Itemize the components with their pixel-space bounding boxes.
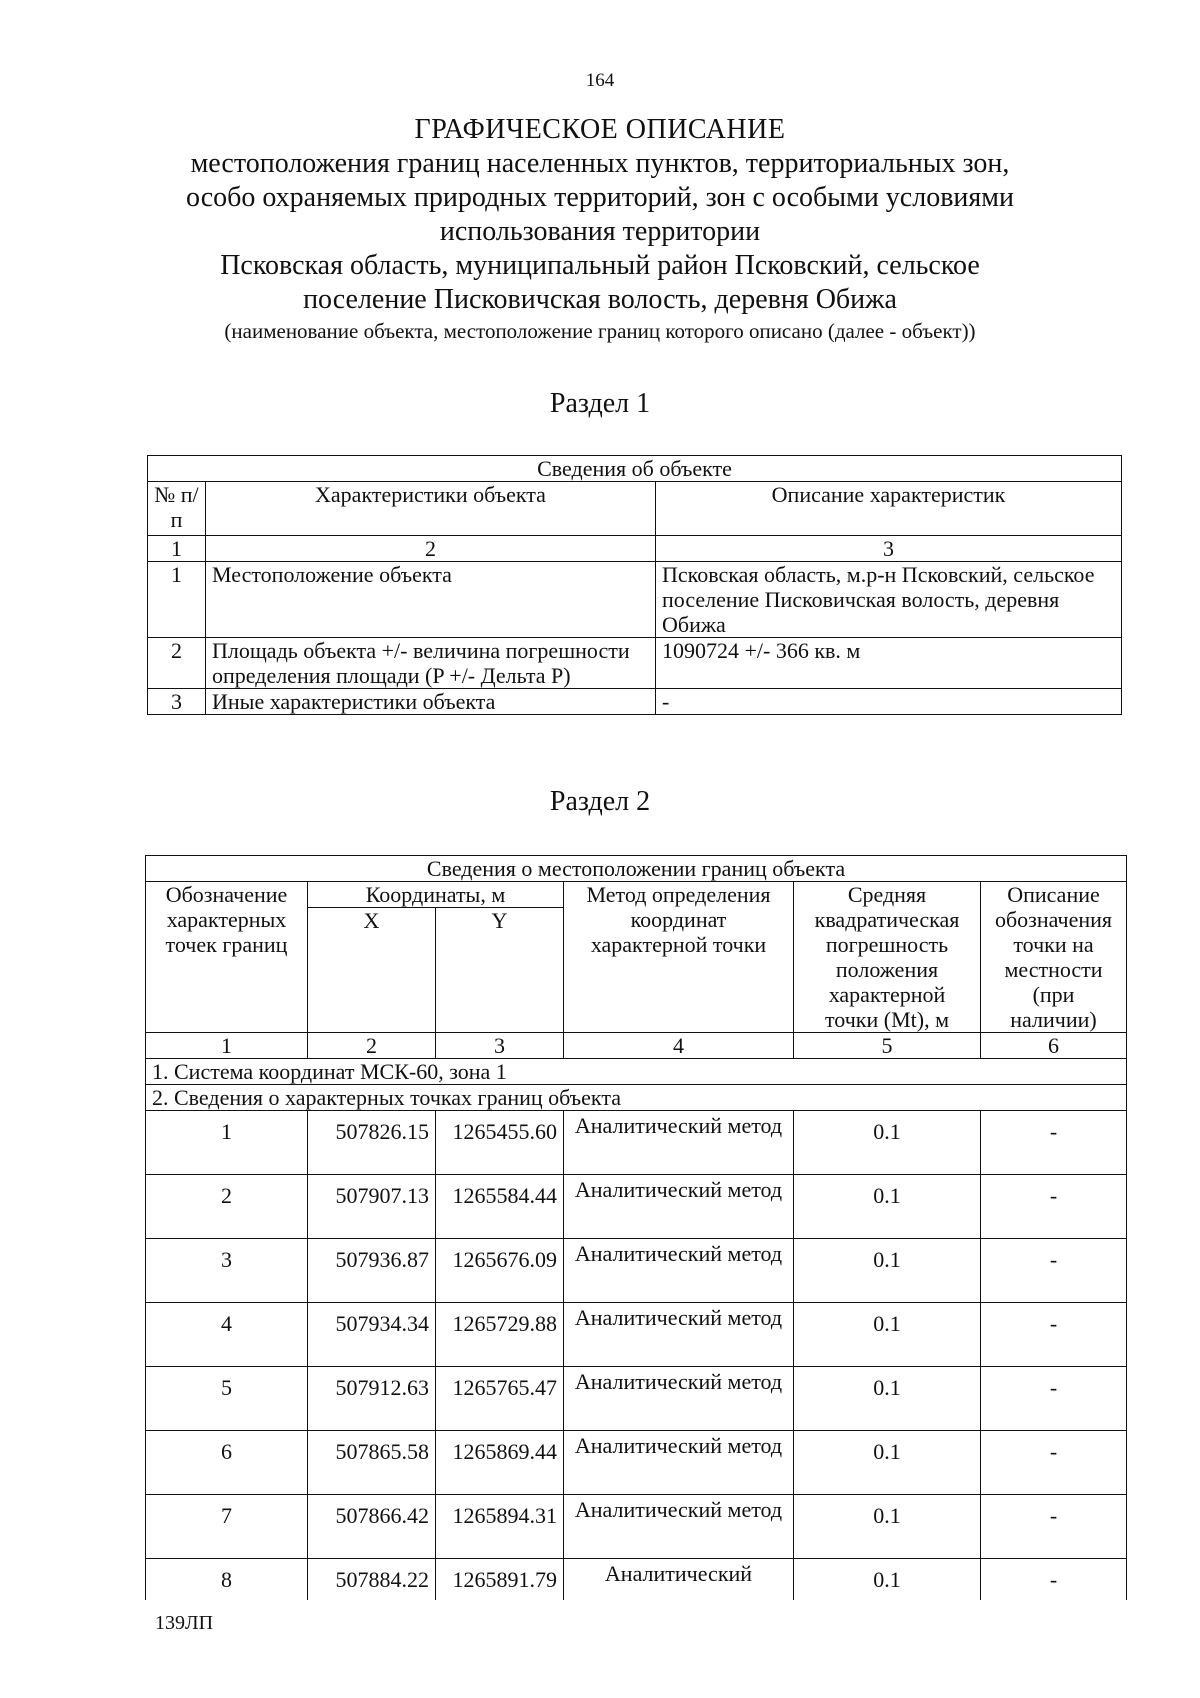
column-header-y: Y: [436, 908, 564, 1033]
point-error: 0.1: [794, 1175, 981, 1239]
point-number: 2: [146, 1175, 308, 1239]
point-y: 1265455.60: [436, 1111, 564, 1175]
row-characteristic: Площадь объекта +/- величина погрешности определения площади (P +/- Дельта P): [206, 638, 656, 689]
table-row: [146, 1111, 1127, 1175]
point-y: 1265894.31: [436, 1495, 564, 1559]
object-caption: (наименование объекта, местоположение границ которого описано (далее - объект)): [224, 319, 976, 343]
object-line: Псковская область, муниципальный район Псковский, сельское: [220, 250, 980, 281]
row-description: Псковская область, м.р-н Псковский, сельское поселение Писковичская волость, деревня Обижа: [656, 562, 1122, 638]
point-y: 1265765.47: [436, 1367, 564, 1431]
point-description: -: [981, 1239, 1127, 1303]
point-description: -: [981, 1175, 1127, 1239]
column-number: 3: [656, 536, 1122, 562]
table-row: [148, 638, 1122, 689]
table-row: [146, 1431, 1127, 1495]
column-number: 6: [981, 1033, 1127, 1059]
point-x: 507826.15: [308, 1111, 436, 1175]
point-description: -: [981, 1431, 1127, 1495]
subtitle-line: местоположения границ населенных пунктов, территориальных зон,: [190, 148, 1010, 179]
point-error: 0.1: [794, 1303, 981, 1367]
point-error: 0.1: [794, 1111, 981, 1175]
column-header: Характеристики объекта: [206, 482, 656, 536]
point-method: Аналитический: [564, 1559, 794, 1601]
document-header: [150, 113, 1050, 345]
column-header: Описание характеристик: [656, 482, 1122, 536]
section1-heading: Раздел 1: [549, 388, 651, 419]
column-number: 1: [146, 1033, 308, 1059]
point-description: -: [981, 1495, 1127, 1559]
point-y: 1265869.44: [436, 1431, 564, 1495]
point-number: 1: [146, 1111, 308, 1175]
column-header-point: Обозначение характерных точек границ: [146, 882, 308, 1033]
point-description: -: [981, 1367, 1127, 1431]
point-x: 507934.34: [308, 1303, 436, 1367]
boundary-points-table: [145, 855, 1127, 1600]
point-x: 507866.42: [308, 1495, 436, 1559]
table-row: [148, 689, 1122, 715]
column-number: 3: [436, 1033, 564, 1059]
point-method: Аналитический метод: [564, 1367, 794, 1431]
row-characteristic: Местоположение объекта: [206, 562, 656, 638]
point-number: 7: [146, 1495, 308, 1559]
document-code: 139ЛП: [155, 1612, 214, 1634]
column-header: № п/п: [148, 482, 206, 536]
point-error: 0.1: [794, 1559, 981, 1601]
point-number: 8: [146, 1559, 308, 1601]
column-number: 5: [794, 1033, 981, 1059]
point-method: Аналитический метод: [564, 1303, 794, 1367]
point-y: 1265729.88: [436, 1303, 564, 1367]
page-number: 164: [585, 70, 615, 91]
row-characteristic: Иные характеристики объекта: [206, 689, 656, 715]
point-error: 0.1: [794, 1367, 981, 1431]
column-header-x: X: [308, 908, 436, 1033]
points-title-row: 2. Сведения о характерных точках границ объекта: [146, 1085, 1127, 1111]
point-method: Аналитический метод: [564, 1431, 794, 1495]
row-number: 1: [148, 562, 206, 638]
point-y: 1265676.09: [436, 1239, 564, 1303]
row-description: 1090724 +/- 366 кв. м: [656, 638, 1122, 689]
column-number: 2: [308, 1033, 436, 1059]
point-number: 6: [146, 1431, 308, 1495]
row-number: 2: [148, 638, 206, 689]
document-title: ГРАФИЧЕСКОЕ ОПИСАНИЕ: [414, 114, 786, 145]
table-row: [146, 1495, 1127, 1559]
table-title: Сведения о местоположении границ объекта: [146, 856, 1127, 882]
point-x: 507912.63: [308, 1367, 436, 1431]
column-number: 1: [148, 536, 206, 562]
point-description: -: [981, 1303, 1127, 1367]
row-number: 3: [148, 689, 206, 715]
column-header-coords: Координаты, м: [308, 882, 564, 908]
table-row: [146, 1559, 1127, 1601]
subtitle-line: особо охраняемых природных территорий, зон с особыми условиями: [186, 182, 1014, 213]
point-number: 3: [146, 1239, 308, 1303]
point-x: 507907.13: [308, 1175, 436, 1239]
point-number: 5: [146, 1367, 308, 1431]
coord-system-row: 1. Система координат МСК-60, зона 1: [146, 1059, 1127, 1085]
table-row: [146, 1175, 1127, 1239]
table-title: Сведения об объекте: [148, 456, 1122, 482]
column-header-method: Метод определения координат характерной точки: [564, 882, 794, 1033]
point-error: 0.1: [794, 1431, 981, 1495]
table-row: [148, 562, 1122, 638]
point-y: 1265891.79: [436, 1559, 564, 1601]
point-description: -: [981, 1111, 1127, 1175]
point-x: 507936.87: [308, 1239, 436, 1303]
object-line: поселение Писковичская волость, деревня Обижа: [303, 284, 897, 315]
point-method: Аналитический метод: [564, 1239, 794, 1303]
point-error: 0.1: [794, 1239, 981, 1303]
section2-heading: Раздел 2: [549, 786, 651, 817]
row-description: -: [656, 689, 1122, 715]
point-x: 507865.58: [308, 1431, 436, 1495]
column-header-error: Средняя квадратическая погрешность положения характерной точки (Mt), м: [794, 882, 981, 1033]
table-row: [146, 1367, 1127, 1431]
object-info-table: [147, 455, 1122, 715]
column-header-description: Описание обозначения точки на местности (при наличии): [981, 882, 1127, 1033]
point-method: Аналитический метод: [564, 1175, 794, 1239]
table-row: [146, 1303, 1127, 1367]
point-number: 4: [146, 1303, 308, 1367]
point-description: -: [981, 1559, 1127, 1601]
point-method: Аналитический метод: [564, 1111, 794, 1175]
point-x: 507884.22: [308, 1559, 436, 1601]
point-error: 0.1: [794, 1495, 981, 1559]
column-number: 4: [564, 1033, 794, 1059]
column-number: 2: [206, 536, 656, 562]
table-row: [146, 1239, 1127, 1303]
point-method: Аналитический метод: [564, 1495, 794, 1559]
subtitle-line: использования территории: [439, 216, 761, 247]
point-y: 1265584.44: [436, 1175, 564, 1239]
